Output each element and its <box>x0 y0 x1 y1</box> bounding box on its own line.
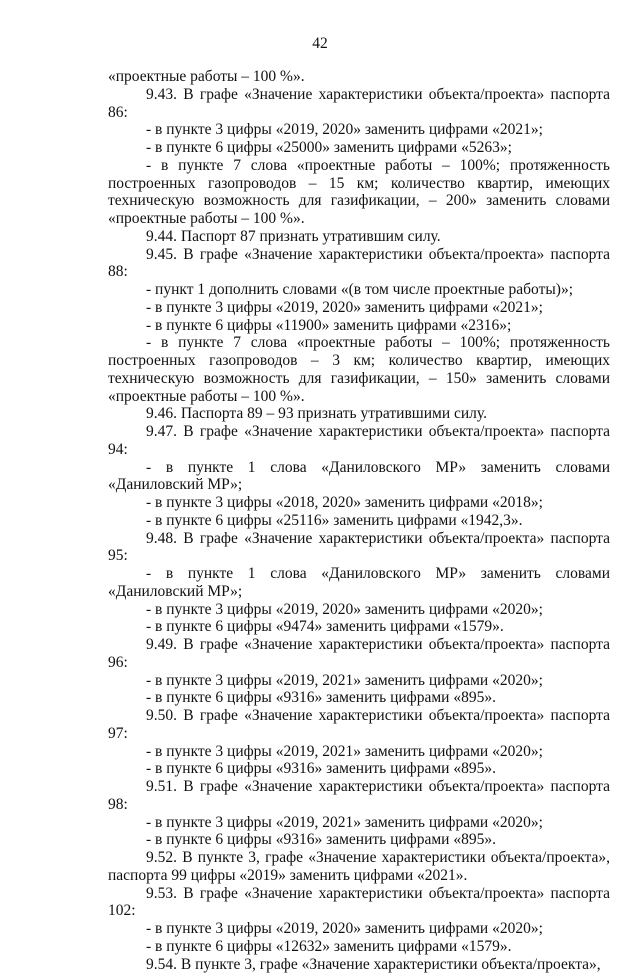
paragraph: - в пункте 3 цифры «2019, 2020» заменить цифрами «2021»; <box>108 299 610 317</box>
paragraph: - в пункте 3 цифры «2019, 2021» заменить цифрами «2020»; <box>108 743 610 761</box>
paragraph: - в пункте 6 цифры «12632» заменить цифрами «1579». <box>108 938 610 956</box>
document-body <box>108 68 610 973</box>
paragraph: - в пункте 3 цифры «2019, 2021» заменить цифрами «2020»; <box>108 814 610 832</box>
paragraph: 9.49. В графе «Значение характеристики объекта/проекта» паспорта 96: <box>108 636 610 672</box>
paragraph: - в пункте 6 цифры «25116» заменить цифрами «1942,3». <box>108 512 610 530</box>
paragraph: 9.45. В графе «Значение характеристики объекта/проекта» паспорта 88: <box>108 246 610 282</box>
page-number: 42 <box>0 35 640 53</box>
paragraph: 9.50. В графе «Значение характеристики объекта/проекта» паспорта 97: <box>108 707 610 743</box>
paragraph: «проектные работы – 100 %». <box>108 68 610 86</box>
paragraph: 9.51. В графе «Значение характеристики объекта/проекта» паспорта 98: <box>108 778 610 814</box>
paragraph: - в пункте 6 цифры «9316» заменить цифрами «895». <box>108 831 610 849</box>
paragraph: - в пункте 6 цифры «9474» заменить цифрами «1579». <box>108 618 610 636</box>
paragraph: - в пункте 7 слова «проектные работы – 100%; протяженность построенных газопроводов – 3 км; количество квартир, имеющих техническую возможность для газификации, – 150» заменить словами «проектные работы – 100 %». <box>108 334 610 405</box>
paragraph: - в пункте 6 цифры «9316» заменить цифрами «895». <box>108 760 610 778</box>
paragraph: - в пункте 3 цифры «2018, 2020» заменить цифрами «2018»; <box>108 494 610 512</box>
paragraph: - в пункте 7 слова «проектные работы – 100%; протяженность построенных газопроводов – 15 км; количество квартир, имеющих техническую возможность для газификации, – 200» заменить словами «проектные работы – 100 %». <box>108 157 610 228</box>
paragraph: - в пункте 3 цифры «2019, 2021» заменить цифрами «2020»; <box>108 672 610 690</box>
paragraph: 9.47. В графе «Значение характеристики объекта/проекта» паспорта 94: <box>108 423 610 459</box>
paragraph: - в пункте 3 цифры «2019, 2020» заменить цифрами «2021»; <box>108 121 610 139</box>
paragraph: - в пункте 1 слова «Даниловского МР» заменить словами «Даниловский МР»; <box>108 459 610 495</box>
paragraph: - пункт 1 дополнить словами «(в том числе проектные работы)»; <box>108 281 610 299</box>
paragraph: 9.44. Паспорт 87 признать утратившим силу. <box>108 228 610 246</box>
paragraph: - в пункте 6 цифры «11900» заменить цифрами «2316»; <box>108 317 610 335</box>
paragraph: - в пункте 6 цифры «9316» заменить цифрами «895». <box>108 689 610 707</box>
paragraph: - в пункте 3 цифры «2019, 2020» заменить цифрами «2020»; <box>108 920 610 938</box>
paragraph: 9.48. В графе «Значение характеристики объекта/проекта» паспорта 95: <box>108 530 610 566</box>
paragraph: 9.53. В графе «Значение характеристики объекта/проекта» паспорта 102: <box>108 885 610 921</box>
paragraph: - в пункте 6 цифры «25000» заменить цифрами «5263»; <box>108 139 610 157</box>
paragraph: - в пункте 3 цифры «2019, 2020» заменить цифрами «2020»; <box>108 601 610 619</box>
paragraph: 9.52. В пункте 3, графе «Значение характеристики объекта/проекта», паспорта 99 цифры «2019» заменить цифрами «2021». <box>108 849 610 885</box>
paragraph: 9.43. В графе «Значение характеристики объекта/проекта» паспорта 86: <box>108 86 610 122</box>
paragraph: 9.46. Паспорта 89 – 93 признать утратившими силу. <box>108 405 610 423</box>
paragraph: 9.54. В пункте 3, графе «Значение характеристики объекта/проекта», <box>108 956 610 973</box>
paragraph: - в пункте 1 слова «Даниловского МР» заменить словами «Даниловский МР»; <box>108 565 610 601</box>
